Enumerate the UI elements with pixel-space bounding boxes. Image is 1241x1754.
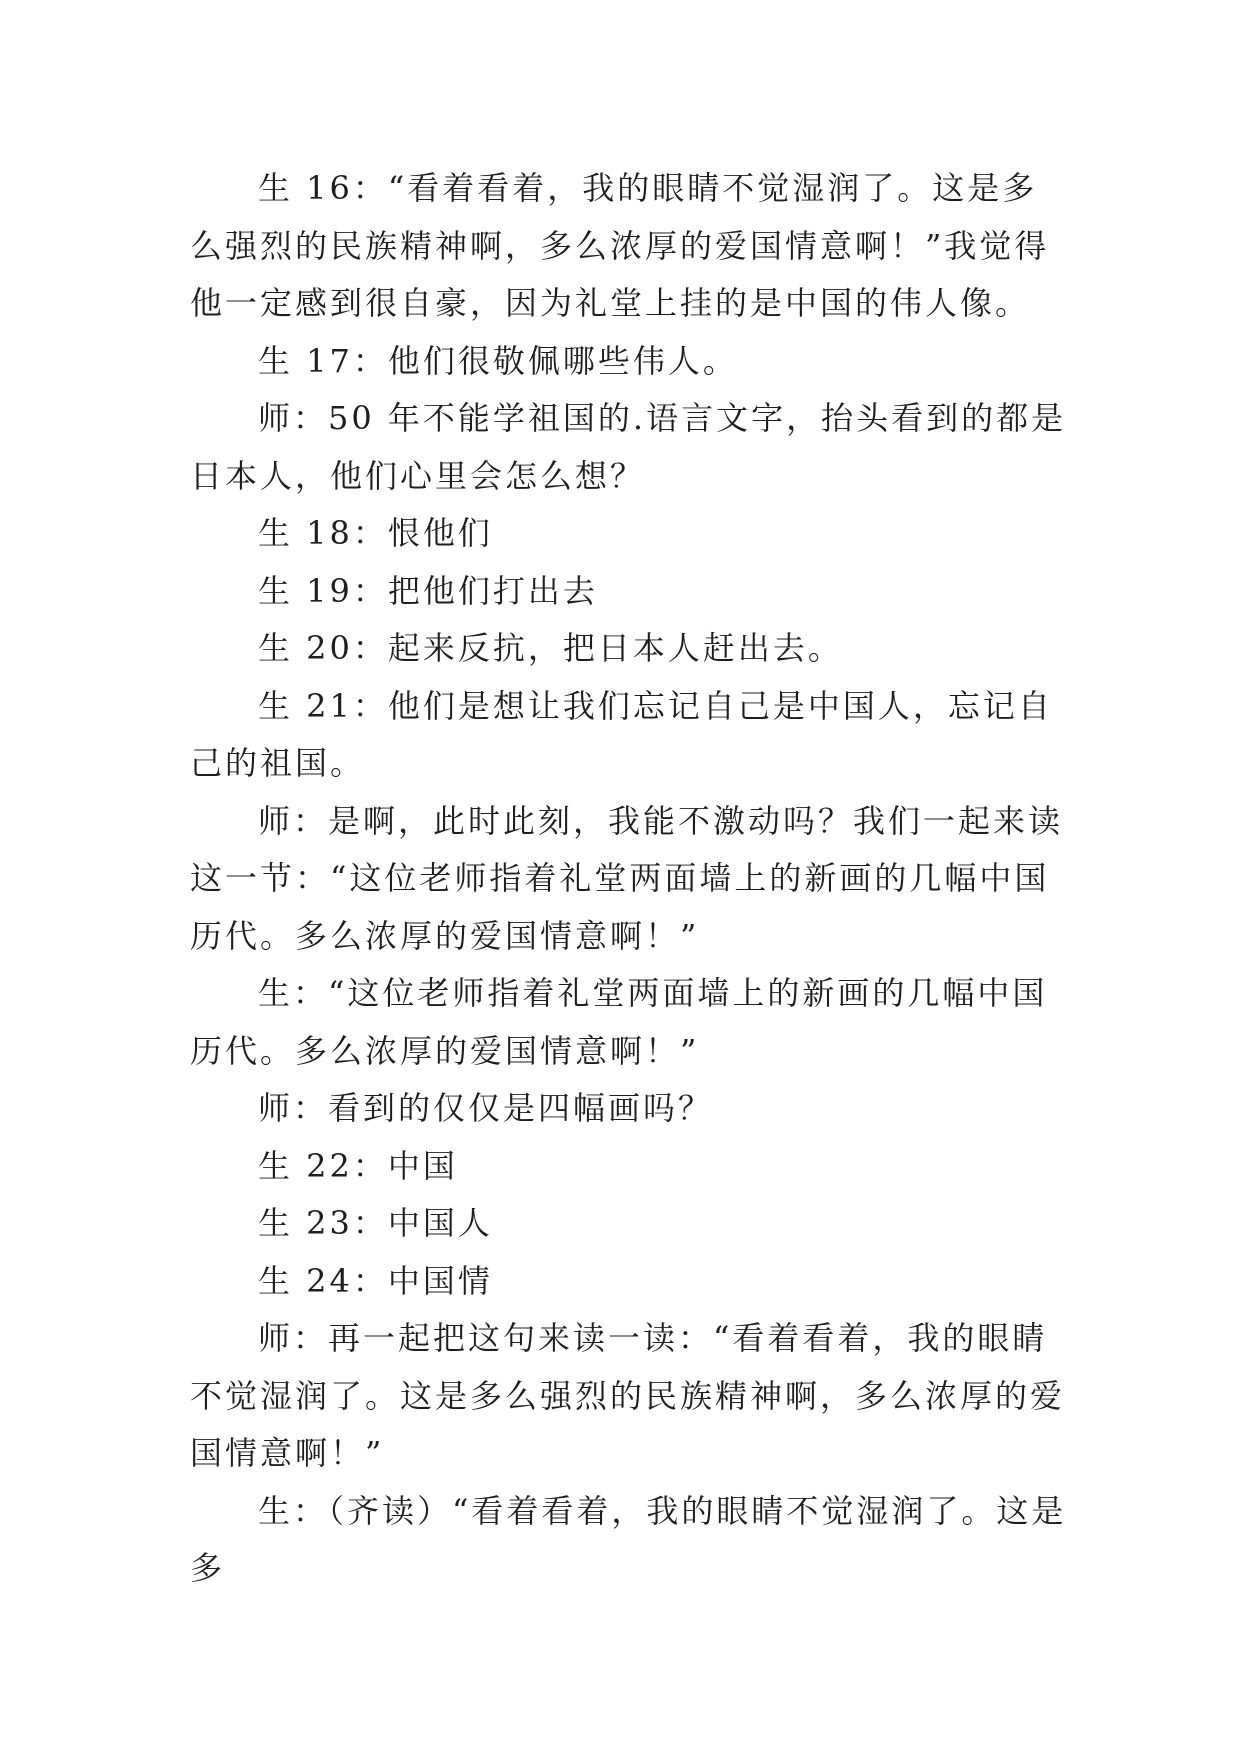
paragraph: 生 21：他们是想让我们忘记自己是中国人，忘记自己的祖国。 — [190, 686, 1053, 782]
document-body — [190, 160, 1070, 1598]
paragraph: 生 19：把他们打出去 — [258, 571, 598, 610]
paragraph: 师：再一起把这句来读一读：“看着看着，我的眼睛不觉湿润了。这是多么强烈的民族精神啊，多么浓厚的爱国情意啊！” — [190, 1319, 1066, 1472]
paragraph: 生：“这位老师指着礼堂两面墙上的新画的几幅中国历代。多么浓厚的爱国情意啊！” — [190, 974, 1048, 1070]
paragraph: 师：看到的仅仅是四幅画吗？ — [258, 1089, 714, 1127]
paragraph: 生 24：中国情 — [258, 1261, 493, 1300]
paragraph: 生 16：“看着看着，我的眼睛不觉湿润了。这是多么强烈的民族精神啊，多么浓厚的爱国情意啊！”我觉得他一定感到很自豪，因为礼堂上挂的是中国的伟人像。 — [190, 169, 1050, 322]
paragraph: 生 17：他们很敬佩哪些伟人。 — [258, 341, 738, 380]
paragraph: 生 22：中国 — [258, 1146, 458, 1185]
paragraph: 师：是啊，此时此刻，我能不激动吗？我们一起来读这一节：“这位老师指着礼堂两面墙上的新画的几幅中国历代。多么浓厚的爱国情意啊！” — [190, 801, 1064, 955]
paragraph: 师：50 年不能学祖国的.语言文字，抬头看到的都是日本人，他们心里会怎么想？ — [190, 399, 1067, 495]
paragraph: 生：（齐读）“看着看着，我的眼睛不觉湿润了。这是多 — [190, 1491, 1067, 1587]
paragraph: 生 18：恨他们 — [258, 514, 493, 552]
paragraph: 生 23：中国人 — [258, 1204, 493, 1242]
paragraph: 生 20：起来反抗，把日本人赶出去。 — [258, 629, 843, 667]
